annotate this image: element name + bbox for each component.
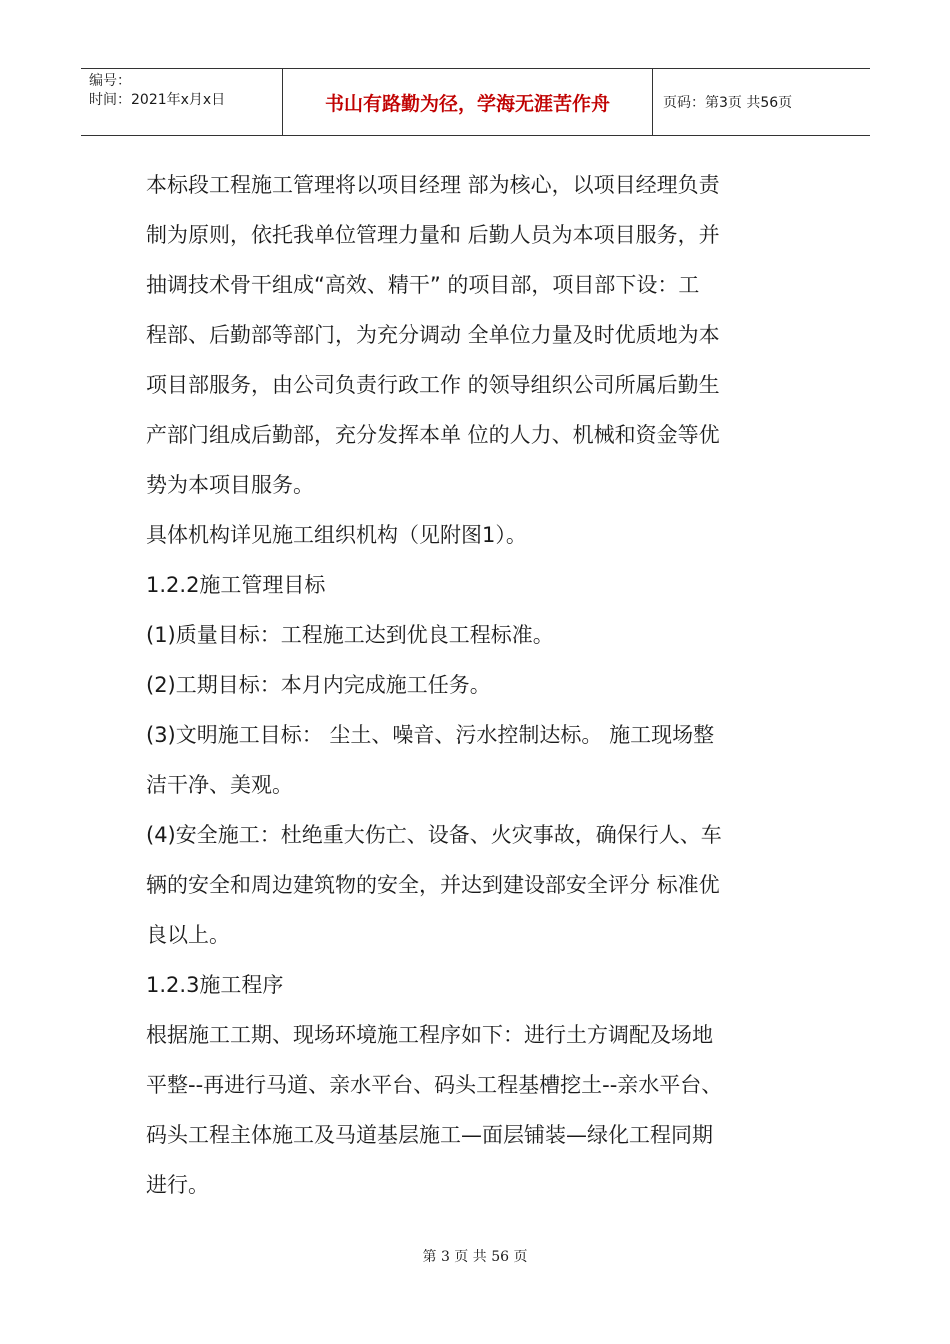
header-date: 时间：2021年x月x日 — [89, 92, 226, 108]
header-page-info: 页码：第3页 共56页 — [663, 95, 793, 111]
body-line: 本标段工程施工管理将以项目经理 部为核心，以项目经理负责 — [146, 173, 720, 197]
body-line: 平整--再进行马道、亲水平台、码头工程基槽挖土--亲水平台、 — [146, 1073, 723, 1097]
body-line: 洁干净、美观。 — [146, 773, 293, 797]
header-motto: 书山有路勤为径，学海无涯苦作舟 — [283, 69, 653, 135]
page-footer: 第 3 页 共 56 页 — [422, 1249, 528, 1265]
body-line: 制为原则，依托我单位管理力量和 后勤人员为本项目服务，并 — [146, 223, 720, 247]
body-line: (4)安全施工：杜绝重大伤亡、设备、火灾事故，确保行人、车 — [146, 823, 722, 847]
section-heading: 1.2.3施工程序 — [146, 973, 284, 997]
body-line: 势为本项目服务。 — [146, 473, 314, 497]
body-line: 项目部服务，由公司负责行政工作 的领导组织公司所属后勤生 — [146, 373, 720, 397]
body-line: 码头工程主体施工及马道基层施工—面层铺装—绿化工程同期 — [146, 1123, 713, 1147]
body-line: 辆的安全和周边建筑物的安全，并达到建设部安全评分 标准优 — [146, 873, 720, 897]
body-line: 进行。 — [146, 1173, 209, 1197]
body-line: 产部门组成后勤部，充分发挥本单 位的人力、机械和资金等优 — [146, 423, 720, 447]
body-line: (2)工期目标：本月内完成施工任务。 — [146, 673, 491, 697]
header-number-label: 编号： — [89, 73, 131, 89]
body-line: 良以上。 — [146, 923, 230, 947]
document-body — [146, 160, 811, 1210]
page-header — [81, 68, 870, 136]
body-line: (1)质量目标：工程施工达到优良工程标准。 — [146, 623, 554, 647]
body-line: (3)文明施工目标： 尘土、噪音、污水控制达标。 施工现场整 — [146, 723, 715, 747]
body-line: 抽调技术骨干组成“高效、精干” 的项目部，项目部下设：工 — [146, 273, 700, 297]
body-line: 程部、后勤部等部门，为充分调动 全单位力量及时优质地为本 — [146, 323, 720, 347]
body-line: 具体机构详见施工组织机构（见附图1）。 — [146, 523, 527, 547]
header-meta — [81, 69, 283, 135]
body-line: 根据施工工期、现场环境施工程序如下：进行土方调配及场地 — [146, 1023, 713, 1047]
section-heading: 1.2.2施工管理目标 — [146, 573, 326, 597]
